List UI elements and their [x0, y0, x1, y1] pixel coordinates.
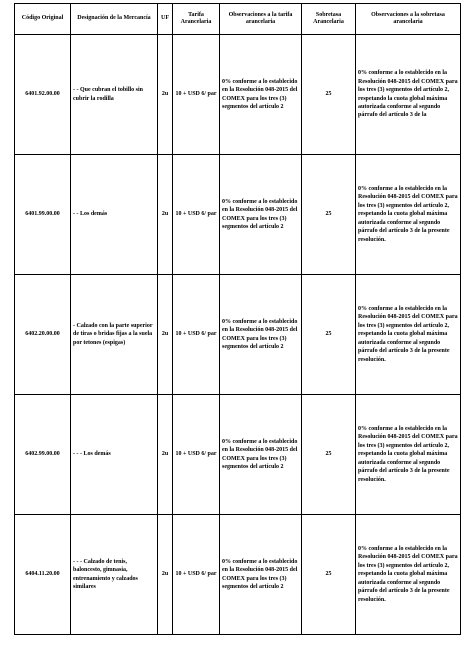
cell-codigo: 6402.20.00.00 — [15, 275, 71, 395]
cell-sobretasa: 25 — [302, 515, 356, 635]
cell-obs-sobretasa: 0% conforme a lo establecido en la Resolución 048-2015 del COMEX para los tres (3) segmentos del artículo 2, respetando la cuota global máxima autorizada conforme al segundo párrafo del artículo 3 de la presente resolución. — [356, 515, 461, 635]
cell-obs-sobretasa: 0% conforme a lo establecido en la Resolución 048-2015 del COMEX para los tres (3) segmentos del artículo 2, respetando la cuota global máxima autorizada conforme al segundo párrafo del artículo 3 de la presente resolución. — [356, 155, 461, 275]
cell-tarifa: 10 + USD 6/ par — [173, 155, 220, 275]
cell-um: 2u — [158, 35, 173, 155]
cell-tarifa: 10 + USD 6/ par — [173, 395, 220, 515]
cell-um: 2u — [158, 275, 173, 395]
header-designacion: Designación de la Mercancía — [71, 4, 158, 35]
cell-obs-tarifa: 0% conforme a lo establecido en la Resolución 048-2015 del COMEX para los tres (3) segmentos del artículo 2 — [220, 395, 302, 515]
cell-obs-sobretasa: 0% conforme a lo establecido en la Resolución 048-2015 del COMEX para los tres (3) segmentos del artículo 2, respetando la cuota global máxima autorizada conforme al segundo párrafo del artículo 3 de la presente resolución. — [356, 395, 461, 515]
header-row — [15, 4, 461, 35]
cell-obs-tarifa: 0% conforme a lo establecido en la Resolución 048-2015 del COMEX para los tres (3) segmentos del artículo 2 — [220, 275, 302, 395]
cell-designacion: - Calzado con la parte superior de tiras o bridas fijas a la suela por tetones (espigas) — [71, 275, 158, 395]
cell-codigo: 6404.11.20.00 — [15, 515, 71, 635]
header-codigo: Código Original — [15, 4, 71, 35]
header-tarifa: Tarifa Arancelaria — [173, 4, 220, 35]
cell-obs-sobretasa: 0% conforme a lo establecido en la Resolución 048-2015 del COMEX para los tres (3) segmentos del artículo 2, respetando la cuota global máxima autorizada conforme al segundo párrafo del artículo 3 de la presente resolución. — [356, 275, 461, 395]
table-row — [15, 515, 461, 635]
cell-tarifa: 10 + USD 6/ par — [173, 275, 220, 395]
header-sobretasa: Sobretasa Arancelaria — [302, 4, 356, 35]
cell-tarifa: 10 + USD 6/ par — [173, 35, 220, 155]
tariff-table — [14, 3, 461, 635]
cell-sobretasa: 25 — [302, 395, 356, 515]
cell-obs-tarifa: 0% conforme a lo establecido en la Resolución 048-2015 del COMEX para los tres (3) segmentos del artículo 2 — [220, 35, 302, 155]
cell-codigo: 6401.92.00.00 — [15, 35, 71, 155]
table-row — [15, 155, 461, 275]
cell-sobretasa: 25 — [302, 155, 356, 275]
cell-codigo: 6402.99.00.00 — [15, 395, 71, 515]
header-obs-sobretasa: Observaciones a la sobretasa arancelaria — [356, 4, 461, 35]
cell-designacion: - - - Los demás — [71, 395, 158, 515]
cell-obs-tarifa: 0% conforme a lo establecido en la Resolución 048-2015 del COMEX para los tres (3) segmentos del artículo 2 — [220, 515, 302, 635]
header-um: UF — [158, 4, 173, 35]
table-row — [15, 395, 461, 515]
header-obs-tarifa: Observaciones a la tarifa arancelaria — [220, 4, 302, 35]
cell-um: 2u — [158, 515, 173, 635]
cell-um: 2u — [158, 395, 173, 515]
table-row — [15, 275, 461, 395]
cell-codigo: 6401.99.00.00 — [15, 155, 71, 275]
cell-tarifa: 10 + USD 6/ par — [173, 515, 220, 635]
cell-designacion: - - Los demás — [71, 155, 158, 275]
cell-designacion: - - Que cubran el tobillo sin cubrir la rodilla — [71, 35, 158, 155]
cell-sobretasa: 25 — [302, 275, 356, 395]
cell-obs-tarifa: 0% conforme a lo establecido en la Resolución 048-2015 del COMEX para los tres (3) segmentos del artículo 2 — [220, 155, 302, 275]
cell-obs-sobretasa: 0% conforme a lo establecido en la Resolución 048-2015 del COMEX para los tres (3) segmentos del artículo 2, respetando la cuota global máxima autorizada conforme al segundo párrafo del artículo 3 de la — [356, 35, 461, 155]
cell-um: 2u — [158, 155, 173, 275]
cell-sobretasa: 25 — [302, 35, 356, 155]
table-row — [15, 35, 461, 155]
cell-designacion: - - - Calzado de tenis, baloncesto, gimnasia, entrenamiento y calzados similares — [71, 515, 158, 635]
